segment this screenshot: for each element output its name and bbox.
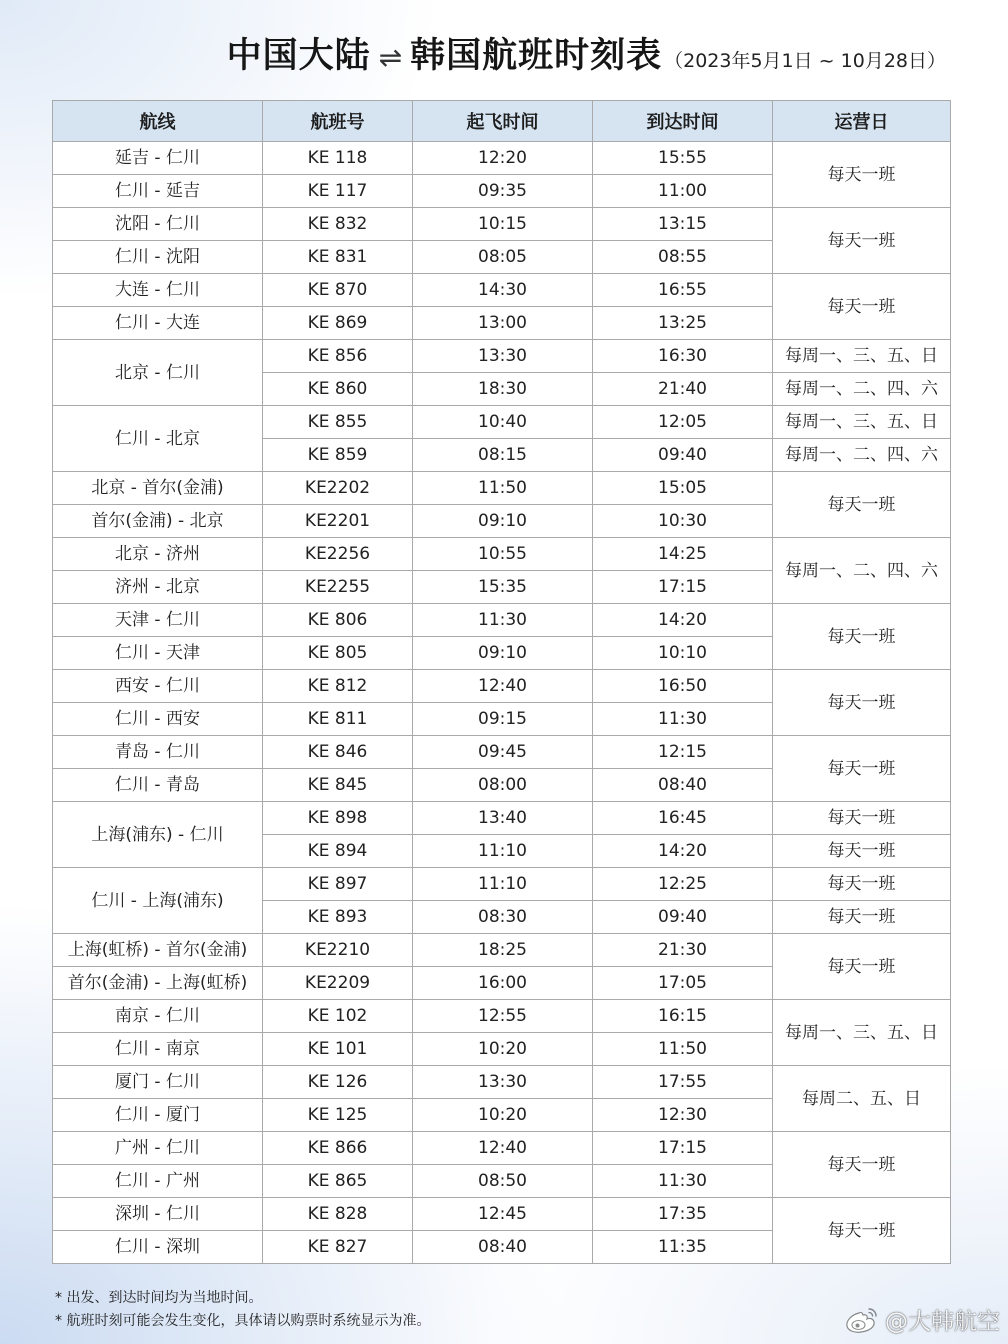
flight-number-cell: KE2201	[263, 505, 413, 538]
footnote-local-time: * 出发、到达时间均为当地时间。	[55, 1290, 263, 1306]
table-row	[53, 406, 951, 439]
departure-time-cell: 18:30	[413, 373, 593, 406]
departure-time-cell: 12:55	[413, 1000, 593, 1033]
table-row	[53, 604, 951, 637]
route-cell: 延吉 - 仁川	[53, 142, 263, 175]
flight-number-cell: KE 811	[263, 703, 413, 736]
operating-days-cell: 每天一班	[773, 670, 951, 736]
arrival-time-cell: 14:25	[593, 538, 773, 571]
arrival-time-cell: 16:50	[593, 670, 773, 703]
departure-time-cell: 13:00	[413, 307, 593, 340]
arrival-time-cell: 12:30	[593, 1099, 773, 1132]
table-row	[53, 934, 951, 967]
arrival-time-cell: 17:35	[593, 1198, 773, 1231]
departure-time-cell: 08:15	[413, 439, 593, 472]
operating-days-cell: 每天一班	[773, 274, 951, 340]
arrival-time-cell: 16:55	[593, 274, 773, 307]
table-row	[53, 538, 951, 571]
flight-number-cell: KE2256	[263, 538, 413, 571]
departure-time-cell: 11:30	[413, 604, 593, 637]
route-cell: 仁川 - 北京	[53, 406, 263, 472]
route-cell: 仁川 - 沈阳	[53, 241, 263, 274]
arrival-time-cell: 21:30	[593, 934, 773, 967]
departure-time-cell: 18:25	[413, 934, 593, 967]
departure-time-cell: 09:35	[413, 175, 593, 208]
arrival-time-cell: 17:15	[593, 1132, 773, 1165]
arrival-time-cell: 11:30	[593, 1165, 773, 1198]
departure-time-cell: 10:20	[413, 1033, 593, 1066]
departure-time-cell: 08:30	[413, 901, 593, 934]
header-departure-time: 起飞时间	[413, 101, 593, 142]
departure-time-cell: 11:10	[413, 835, 593, 868]
route-cell: 仁川 - 广州	[53, 1165, 263, 1198]
flight-number-cell: KE 898	[263, 802, 413, 835]
table-row	[53, 274, 951, 307]
arrival-time-cell: 21:40	[593, 373, 773, 406]
operating-days-cell: 每天一班	[773, 934, 951, 1000]
table-row	[53, 1132, 951, 1165]
header-route: 航线	[53, 101, 263, 142]
operating-days-cell: 每天一班	[773, 802, 951, 835]
route-cell: 仁川 - 大连	[53, 307, 263, 340]
arrival-time-cell: 10:30	[593, 505, 773, 538]
flight-number-cell: KE 812	[263, 670, 413, 703]
table-row	[53, 868, 951, 901]
route-cell: 仁川 - 南京	[53, 1033, 263, 1066]
arrival-time-cell: 13:15	[593, 208, 773, 241]
operating-days-cell: 每周二、五、日	[773, 1066, 951, 1132]
route-cell: 西安 - 仁川	[53, 670, 263, 703]
arrival-time-cell: 16:30	[593, 340, 773, 373]
flight-number-cell: KE 805	[263, 637, 413, 670]
arrival-time-cell: 10:10	[593, 637, 773, 670]
flight-number-cell: KE2210	[263, 934, 413, 967]
table-row	[53, 802, 951, 835]
table-row	[53, 1198, 951, 1231]
departure-time-cell: 08:05	[413, 241, 593, 274]
operating-days-cell: 每天一班	[773, 604, 951, 670]
title-date-range: （2023年5月1日 ~ 10月28日）	[664, 50, 946, 72]
operating-days-cell: 每天一班	[773, 142, 951, 208]
departure-time-cell: 08:40	[413, 1231, 593, 1264]
operating-days-cell: 每天一班	[773, 1132, 951, 1198]
flight-number-cell: KE 897	[263, 868, 413, 901]
operating-days-cell: 每天一班	[773, 472, 951, 538]
route-cell: 深圳 - 仁川	[53, 1198, 263, 1231]
route-cell: 沈阳 - 仁川	[53, 208, 263, 241]
arrival-time-cell: 17:05	[593, 967, 773, 1000]
route-cell: 仁川 - 延吉	[53, 175, 263, 208]
operating-days-cell: 每天一班	[773, 1198, 951, 1264]
flight-number-cell: KE 894	[263, 835, 413, 868]
two-way-arrow-icon: ⇌	[378, 41, 403, 74]
route-cell: 青岛 - 仁川	[53, 736, 263, 769]
watermark-text: @大韩航空	[885, 1309, 1000, 1335]
departure-time-cell: 12:20	[413, 142, 593, 175]
arrival-time-cell: 13:25	[593, 307, 773, 340]
flight-number-cell: KE2255	[263, 571, 413, 604]
departure-time-cell: 16:00	[413, 967, 593, 1000]
flight-number-cell: KE 869	[263, 307, 413, 340]
arrival-time-cell: 11:30	[593, 703, 773, 736]
operating-days-cell: 每周一、二、四、六	[773, 439, 951, 472]
flight-number-cell: KE 845	[263, 769, 413, 802]
arrival-time-cell: 11:50	[593, 1033, 773, 1066]
flight-number-cell: KE 893	[263, 901, 413, 934]
departure-time-cell: 08:50	[413, 1165, 593, 1198]
header-row	[53, 101, 951, 142]
operating-days-cell: 每周一、三、五、日	[773, 340, 951, 373]
operating-days-cell: 每天一班	[773, 208, 951, 274]
route-cell: 仁川 - 上海(浦东)	[53, 868, 263, 934]
arrival-time-cell: 17:15	[593, 571, 773, 604]
arrival-time-cell: 15:55	[593, 142, 773, 175]
arrival-time-cell: 16:15	[593, 1000, 773, 1033]
departure-time-cell: 10:15	[413, 208, 593, 241]
watermark	[845, 1303, 1000, 1336]
departure-time-cell: 10:40	[413, 406, 593, 439]
operating-days-cell: 每周一、三、五、日	[773, 1000, 951, 1066]
route-cell: 广州 - 仁川	[53, 1132, 263, 1165]
table-row	[53, 340, 951, 373]
route-cell: 仁川 - 天津	[53, 637, 263, 670]
title-origin: 中国大陆	[226, 36, 371, 76]
operating-days-cell: 每周一、二、四、六	[773, 538, 951, 604]
departure-time-cell: 09:15	[413, 703, 593, 736]
flight-timetable	[52, 100, 951, 1264]
flight-number-cell: KE 828	[263, 1198, 413, 1231]
departure-time-cell: 09:10	[413, 505, 593, 538]
flight-number-cell: KE 831	[263, 241, 413, 274]
arrival-time-cell: 12:15	[593, 736, 773, 769]
route-cell: 仁川 - 厦门	[53, 1099, 263, 1132]
operating-days-cell: 每天一班	[773, 868, 951, 901]
arrival-time-cell: 11:35	[593, 1231, 773, 1264]
departure-time-cell: 12:40	[413, 1132, 593, 1165]
flight-number-cell: KE 117	[263, 175, 413, 208]
route-cell: 仁川 - 深圳	[53, 1231, 263, 1264]
header-operating-days: 运营日	[773, 101, 951, 142]
route-cell: 北京 - 仁川	[53, 340, 263, 406]
arrival-time-cell: 09:40	[593, 901, 773, 934]
arrival-time-cell: 08:55	[593, 241, 773, 274]
operating-days-cell: 每天一班	[773, 736, 951, 802]
arrival-time-cell: 09:40	[593, 439, 773, 472]
page-title	[227, 28, 946, 78]
arrival-time-cell: 08:40	[593, 769, 773, 802]
flight-number-cell: KE 855	[263, 406, 413, 439]
timetable-body	[53, 142, 951, 1264]
flight-number-cell: KE 856	[263, 340, 413, 373]
arrival-time-cell: 12:25	[593, 868, 773, 901]
table-row	[53, 142, 951, 175]
flight-number-cell: KE 832	[263, 208, 413, 241]
departure-time-cell: 08:00	[413, 769, 593, 802]
flight-number-cell: KE 859	[263, 439, 413, 472]
flight-number-cell: KE 865	[263, 1165, 413, 1198]
arrival-time-cell: 15:05	[593, 472, 773, 505]
departure-time-cell: 15:35	[413, 571, 593, 604]
route-cell: 仁川 - 西安	[53, 703, 263, 736]
departure-time-cell: 10:20	[413, 1099, 593, 1132]
footnotes	[55, 1287, 430, 1333]
departure-time-cell: 10:55	[413, 538, 593, 571]
table-row	[53, 208, 951, 241]
arrival-time-cell: 17:55	[593, 1066, 773, 1099]
route-cell: 首尔(金浦) - 上海(虹桥)	[53, 967, 263, 1000]
flight-number-cell: KE 126	[263, 1066, 413, 1099]
route-cell: 大连 - 仁川	[53, 274, 263, 307]
route-cell: 天津 - 仁川	[53, 604, 263, 637]
route-cell: 北京 - 首尔(金浦)	[53, 472, 263, 505]
departure-time-cell: 13:30	[413, 340, 593, 373]
operating-days-cell: 每天一班	[773, 835, 951, 868]
route-cell: 首尔(金浦) - 北京	[53, 505, 263, 538]
flight-number-cell: KE2202	[263, 472, 413, 505]
departure-time-cell: 11:10	[413, 868, 593, 901]
departure-time-cell: 13:30	[413, 1066, 593, 1099]
departure-time-cell: 09:45	[413, 736, 593, 769]
flight-number-cell: KE 118	[263, 142, 413, 175]
title-destination: 韩国航班时刻表	[410, 36, 663, 76]
arrival-time-cell: 14:20	[593, 604, 773, 637]
departure-time-cell: 11:50	[413, 472, 593, 505]
operating-days-cell: 每周一、二、四、六	[773, 373, 951, 406]
route-cell: 仁川 - 青岛	[53, 769, 263, 802]
table-row	[53, 472, 951, 505]
arrival-time-cell: 12:05	[593, 406, 773, 439]
route-cell: 济州 - 北京	[53, 571, 263, 604]
flight-number-cell: KE 870	[263, 274, 413, 307]
operating-days-cell: 每周一、三、五、日	[773, 406, 951, 439]
flight-number-cell: KE2209	[263, 967, 413, 1000]
table-row	[53, 1066, 951, 1099]
departure-time-cell: 12:40	[413, 670, 593, 703]
route-cell: 上海(浦东) - 仁川	[53, 802, 263, 868]
flight-number-cell: KE 827	[263, 1231, 413, 1264]
arrival-time-cell: 14:20	[593, 835, 773, 868]
departure-time-cell: 09:10	[413, 637, 593, 670]
flight-number-cell: KE 125	[263, 1099, 413, 1132]
weibo-logo-icon	[845, 1306, 879, 1334]
flight-number-cell: KE 806	[263, 604, 413, 637]
table-row	[53, 1000, 951, 1033]
footnote-schedule-change: * 航班时刻可能会发生变化，具体请以购票时系统显示为准。	[55, 1313, 431, 1329]
route-cell: 北京 - 济州	[53, 538, 263, 571]
table-row	[53, 670, 951, 703]
header-arrival-time: 到达时间	[593, 101, 773, 142]
route-cell: 厦门 - 仁川	[53, 1066, 263, 1099]
departure-time-cell: 12:45	[413, 1198, 593, 1231]
table-row	[53, 736, 951, 769]
departure-time-cell: 14:30	[413, 274, 593, 307]
flight-number-cell: KE 102	[263, 1000, 413, 1033]
route-cell: 南京 - 仁川	[53, 1000, 263, 1033]
flight-number-cell: KE 860	[263, 373, 413, 406]
route-cell: 上海(虹桥) - 首尔(金浦)	[53, 934, 263, 967]
flight-number-cell: KE 866	[263, 1132, 413, 1165]
timetable-header	[53, 101, 951, 142]
flight-number-cell: KE 846	[263, 736, 413, 769]
operating-days-cell: 每天一班	[773, 901, 951, 934]
flight-number-cell: KE 101	[263, 1033, 413, 1066]
arrival-time-cell: 16:45	[593, 802, 773, 835]
arrival-time-cell: 11:00	[593, 175, 773, 208]
departure-time-cell: 13:40	[413, 802, 593, 835]
header-flight-number: 航班号	[263, 101, 413, 142]
